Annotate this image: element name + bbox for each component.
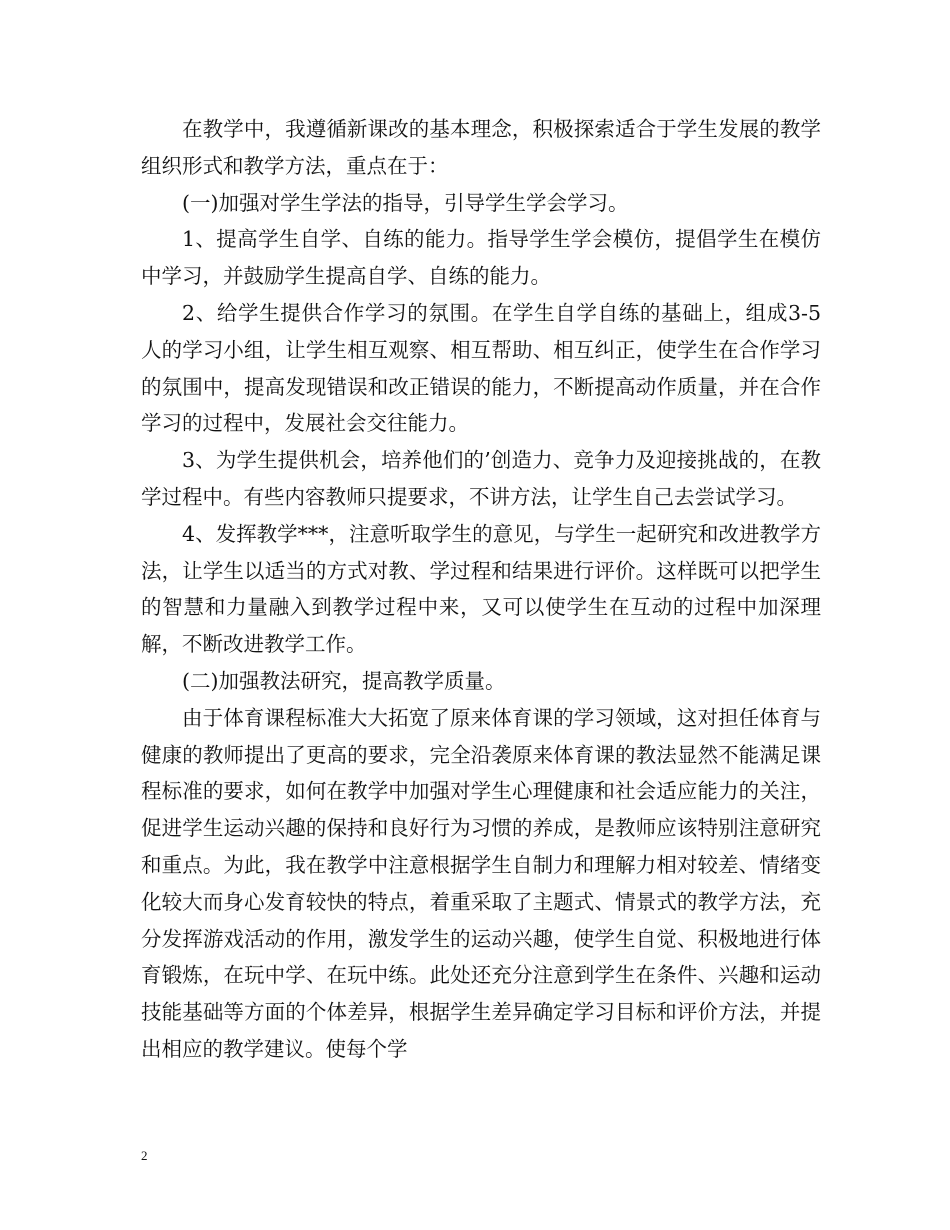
paragraph-teaching-method: 由于体育课程标准大大拓宽了原来体育课的学习领域，这对担任体育与健康的教师提出了更高的要求，完全沿袭原来体育课的教法显然不能满足课程标准的要求，如何在教学中加强对学生心理健康和社会适应能力的关注，促进学生运动兴趣的保持和良好行为习惯的养成，是教师应该特别注意研究和重点。为此，我在教学中注意根据学生自制力和理解力相对较差、情绪变化较大而身心发育较快的特点，着重采取了主题式、情景式的教学方法，充分发挥游戏活动的作用，激发学生的运动兴趣，使学生自觉、积极地进行体育锻炼，在玩中学、在玩中练。此处还充分注意到学生在条件、兴趣和运动技能基础等方面的个体差异，根据学生差异确定学习目标和评价方法，并提出相应的教学建议。使每个学 [141, 705, 821, 1061]
paragraph-item-4: 4、发挥教学***，注意听取学生的意见，与学生一起研究和改进教学方法，让学生以适当的方式对教、学过程和结果进行评价。这样既可以把学生的智慧和力量融入到教学过程中来，又可以使学生在互动的过程中加深理解，不断改进教学工作。 [141, 521, 821, 657]
document-body [141, 111, 821, 1068]
page-number: 2 [141, 1148, 148, 1163]
paragraph-item-1: 1、提高学生自学、自练的能力。指导学生学会模仿，提倡学生在模仿中学习，并鼓励学生提高自学、自练的能力。 [141, 227, 821, 289]
paragraph-item-3: 3、为学生提供机会，培养他们的’创造力、竞争力及迎接挑战的，在教学过程中。有些内容教师只提要求，不讲方法，让学生自己去尝试学习。 [141, 448, 821, 509]
paragraph-item-2: 2、给学生提供合作学习的氛围。在学生自学自练的基础上，组成3-5人的学习小组，让学生相互观察、相互帮助、相互纠正，使学生在合作学习的氛围中，提高发现错误和改正错误的能力，不断提高动作质量，并在合作学习的过程中，发展社会交往能力。 [141, 300, 821, 436]
section-heading-1: (一)加强对学生学法的指导，引导学生学会学习。 [182, 190, 629, 215]
section-heading-2: (二)加强教法研究，提高教学质量。 [182, 668, 506, 693]
paragraph-intro: 在教学中，我遵循新课改的基本理念，积极探索适合于学生发展的教学组织形式和教学方法，重点在于： [141, 117, 821, 178]
